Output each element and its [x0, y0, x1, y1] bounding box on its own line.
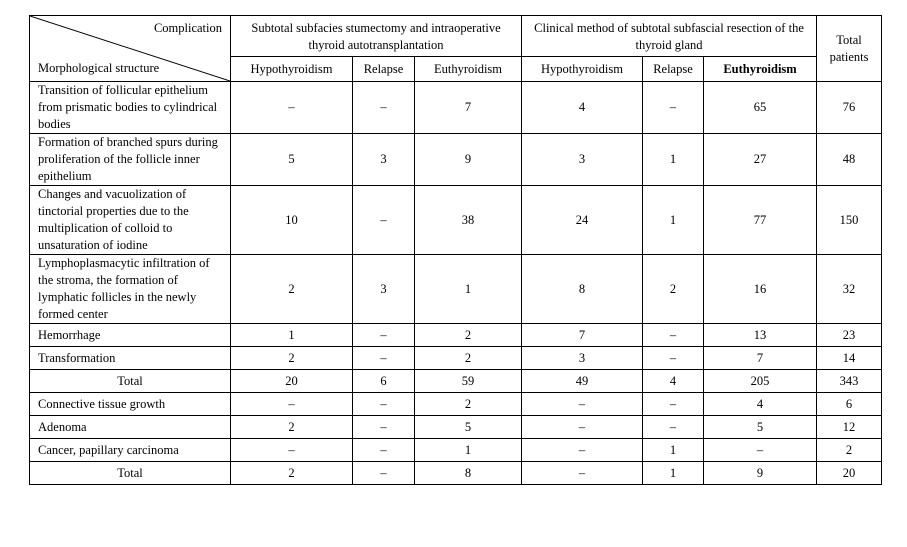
table-cell: –	[231, 439, 353, 462]
table-cell: 27	[704, 134, 817, 186]
total-row	[30, 462, 882, 485]
table-cell: 5	[231, 134, 353, 186]
table-cell: 8	[415, 462, 522, 485]
table-cell: 13	[704, 324, 817, 347]
table-cell: 4	[643, 370, 704, 393]
table-cell: 65	[704, 82, 817, 134]
table-cell: 59	[415, 370, 522, 393]
table-cell: 150	[817, 186, 882, 255]
table-cell: 2	[231, 347, 353, 370]
table-cell: 2	[415, 347, 522, 370]
table-cell: 7	[704, 347, 817, 370]
table-cell: 3	[353, 134, 415, 186]
table-cell: 205	[704, 370, 817, 393]
table-cell: 6	[353, 370, 415, 393]
table-cell: 2	[817, 439, 882, 462]
table-row	[30, 255, 882, 324]
group-resection-header: Clinical method of subtotal subfascial resection of the thyroid gland	[522, 16, 817, 57]
table-cell: 4	[522, 82, 643, 134]
table-cell: 2	[643, 255, 704, 324]
table-row	[30, 82, 882, 134]
table-cell: 1	[643, 462, 704, 485]
table-cell: –	[522, 439, 643, 462]
total-row	[30, 370, 882, 393]
table-cell: 5	[704, 416, 817, 439]
table-row	[30, 324, 882, 347]
table-cell: 4	[704, 393, 817, 416]
table-cell: 24	[522, 186, 643, 255]
table-cell: –	[643, 416, 704, 439]
table-cell: 2	[415, 324, 522, 347]
table-cell: 14	[817, 347, 882, 370]
table-cell: 20	[817, 462, 882, 485]
table-cell: 1	[643, 134, 704, 186]
table-row	[30, 416, 882, 439]
table-cell: 1	[415, 439, 522, 462]
table-cell: –	[643, 324, 704, 347]
table-cell: 20	[231, 370, 353, 393]
table-cell: –	[231, 82, 353, 134]
table-cell: 12	[817, 416, 882, 439]
table-cell: –	[353, 439, 415, 462]
table-cell: 23	[817, 324, 882, 347]
row-label: Lymphoplasmacytic infiltration of the stroma, the formation of lymphatic follicles in the newly formed center	[30, 255, 231, 324]
row-label: Hemorrhage	[30, 324, 231, 347]
table-cell: –	[353, 347, 415, 370]
table-cell: 76	[817, 82, 882, 134]
row-label: Formation of branched spurs during proliferation of the follicle inner epithelium	[30, 134, 231, 186]
table-cell: –	[522, 462, 643, 485]
table-cell: 343	[817, 370, 882, 393]
table-cell: –	[353, 82, 415, 134]
table-cell: 10	[231, 186, 353, 255]
table-cell: 2	[231, 416, 353, 439]
table-cell: –	[353, 462, 415, 485]
complications-table	[29, 15, 882, 485]
table-cell: 1	[415, 255, 522, 324]
sub-header-euthyroidism: Euthyroidism	[415, 57, 522, 82]
table-cell: –	[353, 416, 415, 439]
table-cell: 9	[415, 134, 522, 186]
table-cell: 2	[415, 393, 522, 416]
table-cell: –	[353, 324, 415, 347]
corner-header	[30, 16, 231, 82]
complication-label: Complication	[153, 21, 222, 35]
table-cell: 3	[353, 255, 415, 324]
table-row	[30, 134, 882, 186]
table-cell: 5	[415, 416, 522, 439]
row-label: Connective tissue growth	[30, 393, 231, 416]
row-label: Total	[30, 462, 231, 485]
table-cell: 2	[231, 462, 353, 485]
table-cell: –	[643, 82, 704, 134]
table-cell: 32	[817, 255, 882, 324]
table-row	[30, 186, 882, 255]
table-cell: –	[231, 393, 353, 416]
row-label: Cancer, papillary carcinoma	[30, 439, 231, 462]
table-cell: 48	[817, 134, 882, 186]
table-cell: 7	[522, 324, 643, 347]
table-row	[30, 439, 882, 462]
table-cell: 3	[522, 134, 643, 186]
table-row	[30, 393, 882, 416]
table-cell: 9	[704, 462, 817, 485]
table-cell: 16	[704, 255, 817, 324]
table-row	[30, 347, 882, 370]
table-cell: –	[353, 393, 415, 416]
table-cell: 77	[704, 186, 817, 255]
table-cell: –	[522, 416, 643, 439]
row-label: Transition of follicular epithelium from prismatic bodies to cylindrical bodies	[30, 82, 231, 134]
table-cell: –	[643, 393, 704, 416]
sub-header-euthyroidism: Euthyroidism	[704, 57, 817, 82]
sub-header-relapse: Relapse	[643, 57, 704, 82]
table-cell: 3	[522, 347, 643, 370]
group-stumectomy-header: Subtotal subfacies stumectomy and intraoperative thyroid autotransplantation	[231, 16, 522, 57]
sub-header-hypothyroidism: Hypothyroidism	[522, 57, 643, 82]
table-cell: 1	[231, 324, 353, 347]
row-label: Changes and vacuolization of tinctorial properties due to the multiplication of colloid to unsaturation of iodine	[30, 186, 231, 255]
row-label: Total	[30, 370, 231, 393]
morphological-structure-label: Morphological structure	[38, 61, 160, 75]
table-cell: 1	[643, 186, 704, 255]
table-cell: 6	[817, 393, 882, 416]
table-cell: 2	[231, 255, 353, 324]
row-label: Transformation	[30, 347, 231, 370]
total-patients-header: Total patients	[817, 16, 882, 82]
table-cell: –	[522, 393, 643, 416]
sub-header-hypothyroidism: Hypothyroidism	[231, 57, 353, 82]
table-cell: 38	[415, 186, 522, 255]
sub-header-relapse: Relapse	[353, 57, 415, 82]
table-cell: 49	[522, 370, 643, 393]
table-cell: –	[643, 347, 704, 370]
table-cell: –	[353, 186, 415, 255]
table-cell: –	[704, 439, 817, 462]
table-cell: 7	[415, 82, 522, 134]
table-cell: 1	[643, 439, 704, 462]
table-cell: 8	[522, 255, 643, 324]
row-label: Adenoma	[30, 416, 231, 439]
